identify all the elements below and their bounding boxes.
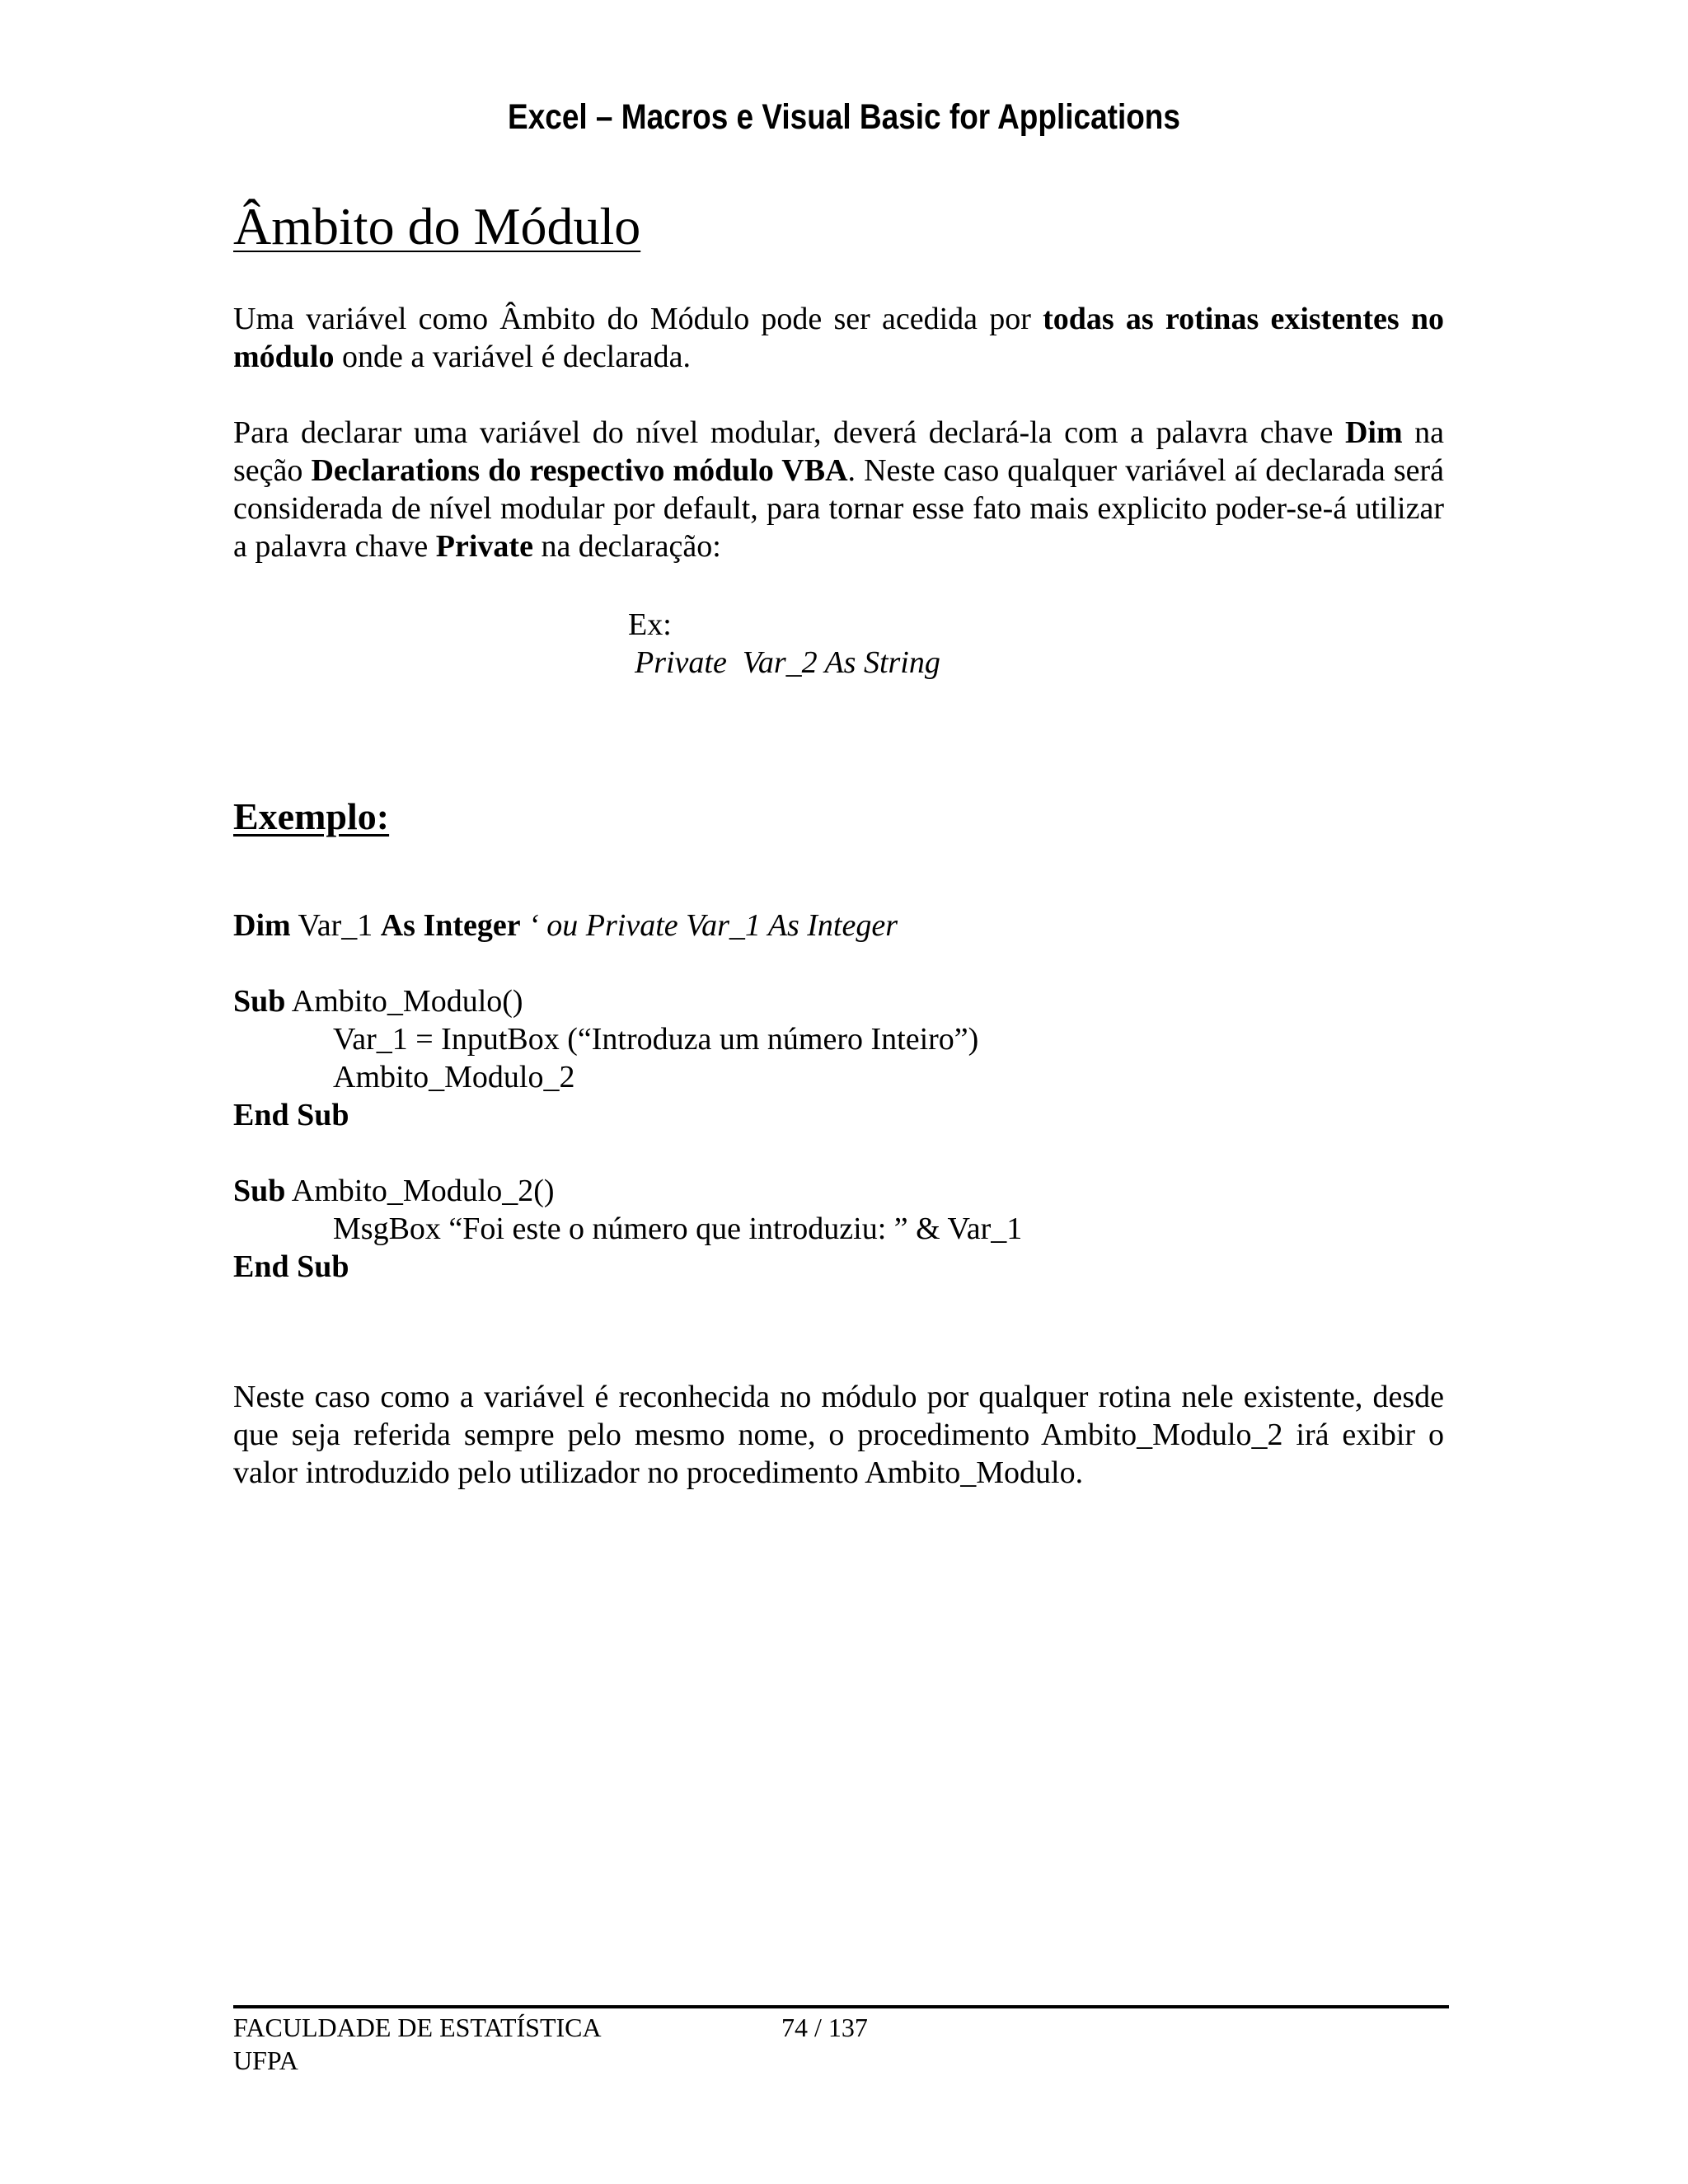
- code-keyword-sub-2: Sub: [233, 1174, 286, 1208]
- example-code: Private Var_2 As String: [635, 645, 940, 680]
- running-header: Excel – Macros e Visual Basic for Applications: [508, 97, 1180, 137]
- paragraph-conclusion: Neste caso como a variável é reconhecida no módulo por qualquer rotina nele existente, desde que seja referida sempre pelo mesmo nome, o procedimento Ambito_Modulo_2 irá exibir o valor introduzido pelo utilizador no procedimento Ambito_Modulo.: [233, 1380, 1444, 1490]
- paragraph-declare: [233, 414, 1444, 565]
- paragraph-declare-text-c: . Neste caso qualquer variável aí declarada será considerada de nível modular por default, para tornar esse fato mais explicito poder-se-á utilizar a palavra chave: [233, 453, 1444, 564]
- code-end-sub-1: End Sub: [233, 1098, 349, 1132]
- paragraph-intro-text-a: Uma variável como Âmbito do Módulo pode ser acedida por: [233, 302, 1043, 336]
- paragraph-intro: [233, 300, 1444, 376]
- footer-divider: [233, 2005, 1449, 2008]
- code-comment: ‘ ou Private Var_1 As Integer: [520, 908, 898, 943]
- example-label: Ex:: [628, 607, 672, 642]
- paragraph-intro-bold-a: todas as rotinas existentes no módulo: [233, 302, 1444, 374]
- footer-institution: [233, 2011, 602, 2077]
- paragraph-declare-bold-c: Private: [435, 529, 533, 564]
- code-sub2-name: Ambito_Modulo_2(): [285, 1174, 555, 1208]
- code-sub2-line: [233, 1172, 555, 1210]
- code-keyword-sub: Sub: [233, 984, 286, 1019]
- section-title: Âmbito do Módulo: [233, 197, 641, 255]
- footer-faculty: FACULDADE DE ESTATÍSTICA: [233, 2013, 602, 2042]
- code-keyword-dim: Dim: [233, 908, 291, 943]
- code-dim-line: [233, 907, 898, 944]
- paragraph-declare-bold-b: Declarations do respectivo módulo VBA: [311, 453, 848, 488]
- code-keyword-as-integer: As Integer: [380, 908, 521, 943]
- code-end-sub-2: End Sub: [233, 1249, 349, 1284]
- paragraph-intro-text-b: onde a variável é declarada.: [334, 340, 691, 374]
- code-sub1-body-1: Var_1 = InputBox (“Introduza um número Inteiro”): [333, 1022, 979, 1057]
- code-var-name: Var_1: [290, 908, 381, 943]
- code-sub1-name: Ambito_Modulo(): [285, 984, 523, 1019]
- paragraph-declare-text-d: na declaração:: [532, 529, 721, 564]
- code-sub2-body-1: MsgBox “Foi este o número que introduziu: ” & Var_1: [333, 1212, 1023, 1246]
- paragraph-declare-bold-a: Dim: [1344, 415, 1403, 450]
- code-sub1-body-2: Ambito_Modulo_2: [333, 1060, 575, 1094]
- example-heading: Exemplo:: [233, 795, 390, 837]
- code-sub1-line: [233, 982, 523, 1020]
- page-number: 74 / 137: [781, 2013, 868, 2042]
- paragraph-declare-text-b: na seção: [233, 415, 1444, 488]
- paragraph-declare-text-a: Para declarar uma variável do nível modular, deverá declará-la com a palavra chave: [233, 415, 1345, 450]
- footer-university: UFPA: [233, 2046, 298, 2075]
